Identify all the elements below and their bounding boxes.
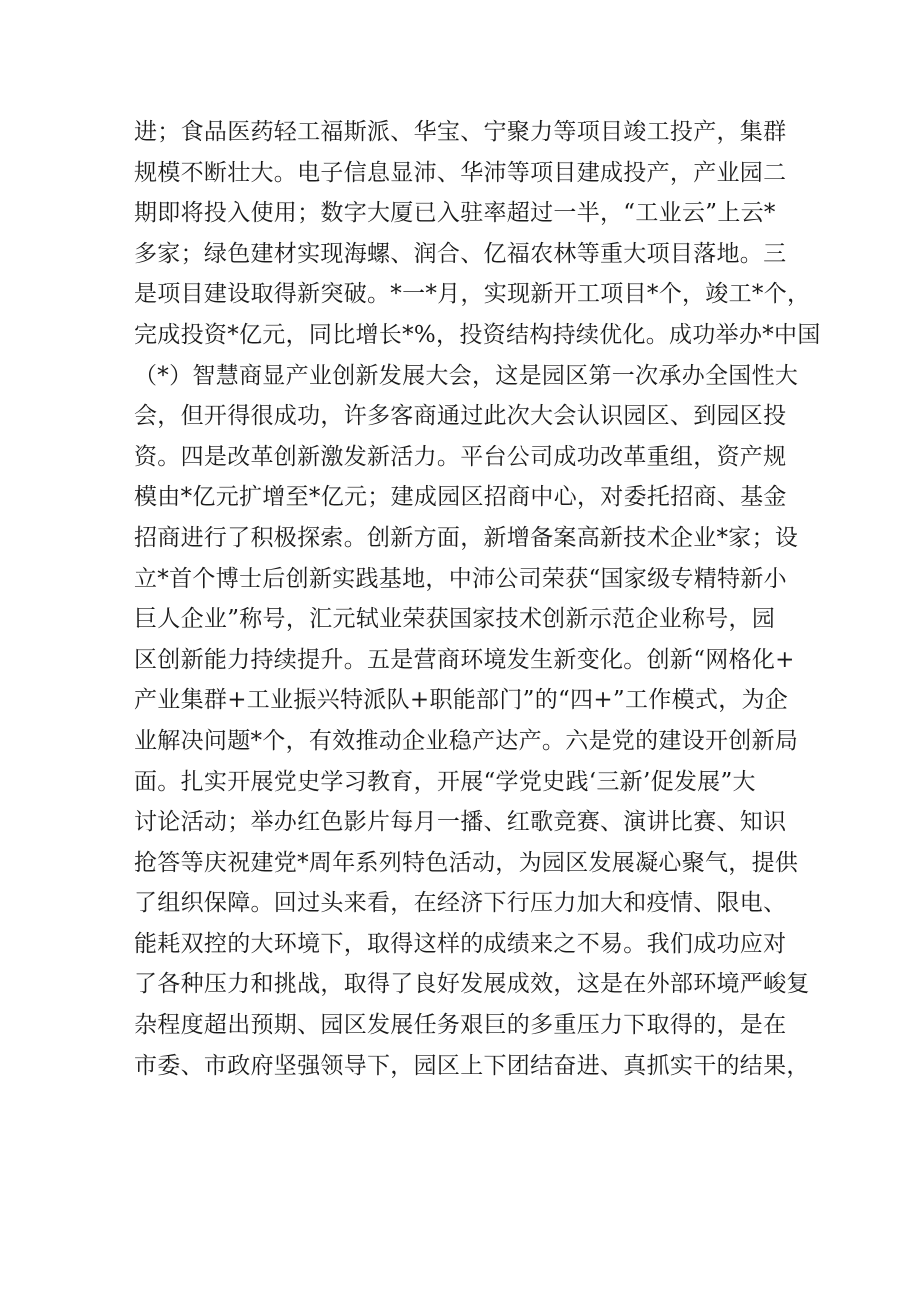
text-line: 能耗双控的大环境下，取得这样的成绩来之不易。我们成功应对	[134, 930, 787, 957]
text-line: 规模不断壮大。电子信息显沛、华沛等项目建成投产，产业园二	[134, 159, 787, 186]
text-line: 招商进行了积极探索。创新方面，新增备案高新技术企业*家；设	[134, 524, 799, 551]
text-line: 进；食品医药轻工福斯派、华宝、宁聚力等项目竣工投产，集群	[134, 119, 787, 145]
text-line: 巨人企业”称号，汇元轼业荣获国家技术创新示范企业称号，园	[134, 606, 776, 633]
text-line: 了组织保障。回过头来看，在经济下行压力加大和疫情、限电、	[134, 890, 787, 917]
text-line: 模由*亿元扩增至*亿元；建成园区招商中心，对委托招商、基金	[134, 484, 787, 511]
text-line: 立*首个博士后创新实践基地，中沛公司荣获“国家级专精特新小	[134, 565, 787, 592]
text-line: 了各种压力和挑战，取得了良好发展成效，这是在外部环境严峻复	[134, 971, 810, 998]
text-line: 期即将投入使用；数字大厦已入驻率超过一半，“工业云”上云*	[134, 200, 776, 227]
text-line: 市委、市政府坚强领导下，园区上下团结奋进、真抓实干的结果，	[134, 1052, 810, 1079]
text-line: 完成投资*亿元，同比增长*%，投资结构持续优化。成功举办*中国	[134, 321, 821, 348]
text-line: 抢答等庆祝建党*周年系列特色活动，为园区发展凝心聚气，提供	[134, 849, 799, 876]
text-line: 讨论活动；举办红色影片每月一播、红歌竞赛、演讲比赛、知识	[134, 809, 787, 836]
text-line: 多家；绿色建材实现海螺、润合、亿福农林等重大项目落地。三	[134, 240, 787, 267]
body-paragraph	[134, 112, 821, 1086]
text-line: 会，但开得很成功，许多客商通过此次大会认识园区、到园区投	[134, 403, 787, 430]
text-line: 业解决问题*个，有效推动企业稳产达产。六是党的建设开创新局	[134, 727, 799, 754]
text-line: 杂程度超出预期、园区发展任务艰巨的多重压力下取得的，是在	[134, 1012, 787, 1039]
text-line: 资。四是改革创新激发新活力。平台公司成功改革重组，资产规	[134, 443, 787, 470]
text-line: （*）智慧商显产业创新发展大会，这是园区第一次承办全国性大	[134, 362, 799, 389]
text-line: 面。扎实开展党史学习教育，开展“学党史践‘三新’促发展”大	[134, 768, 756, 795]
text-line: 产业集群+工业振兴特派队+职能部门”的“四+”工作模式，为企	[134, 687, 789, 714]
text-line: 是项目建设取得新突破。*一*月，实现新开工项目*个，竣工*个，	[134, 281, 811, 308]
text-line: 区创新能力持续提升。五是营商环境发生新变化。创新“网格化+	[134, 646, 795, 673]
